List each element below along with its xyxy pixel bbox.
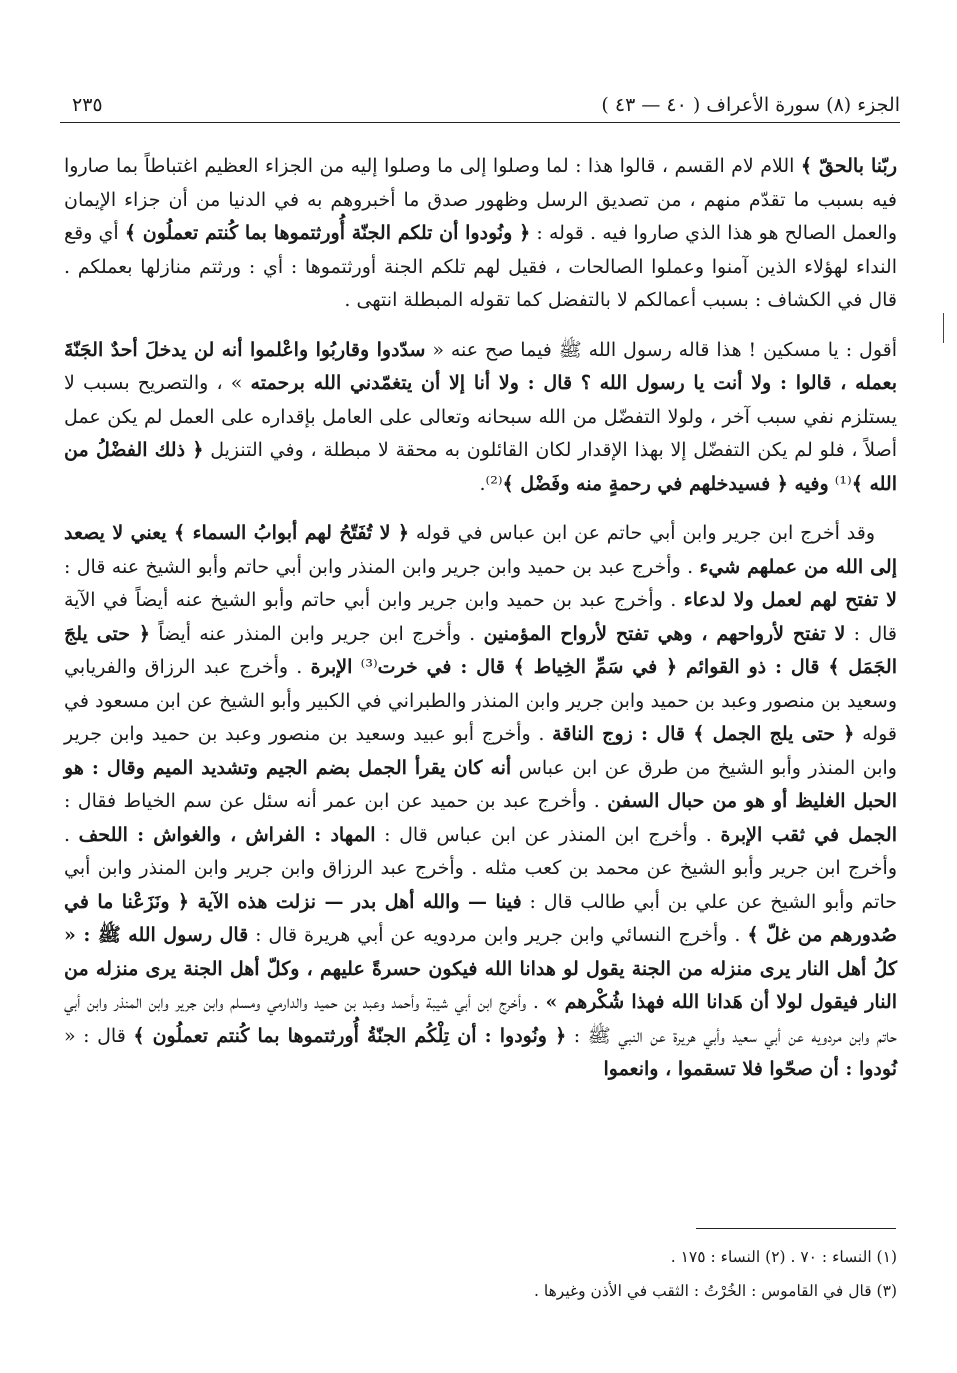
- emphasized-text: الجمل في ثقب الإبرة: [720, 823, 897, 846]
- footnote: (١) النساء : ٧٠ . (٢) النساء : ١٧٥ .: [670, 1248, 897, 1266]
- footnote-divider: [696, 1228, 896, 1229]
- text-run: . وأخرج أبو عبيد وسعيد بن منصور وعبد بن حميد وابن جرير وابن المنذر وأبو الشيخ من طرق عن ابن عباس: [64, 723, 897, 779]
- text-run: ⁽³⁾: [352, 656, 378, 678]
- emphasized-text: المهاد : الفراش ، والغواش : اللحف: [78, 823, 376, 846]
- text-run: . وأخرج ابن المنذر عن ابن عباس قال :: [375, 823, 721, 846]
- text-run: وقد أخرج ابن جرير وابن أبي حاتم عن ابن عباس في قوله: [409, 522, 876, 544]
- emphasized-text: ﴿ حتى يلج الجمل ﴾ قال : زوج الناقة: [552, 723, 855, 745]
- text-run: قال : «: [64, 1024, 134, 1047]
- text-run: ⁽²⁾.: [479, 472, 503, 495]
- page-number: ٢٣٥: [72, 94, 103, 116]
- text-run: ⁽¹⁾: [828, 472, 852, 495]
- emphasized-text: الإبرة: [310, 656, 353, 678]
- paragraph: [64, 517, 897, 1087]
- text-run: . وأخرج النسائي وابن جرير وابن مردويه عن أبي هريرة قال :: [248, 924, 748, 946]
- emphasized-text: لا تفتح لهم لعمل ولا لدعاء: [683, 589, 897, 611]
- header-divider: [60, 122, 900, 123]
- emphasized-text: قال رسول الله ﷺ : « كلُ أهل النار يرى منزله من الجنة يقول لو هدانا الله فيكون حسرةً عليهم ، وكلّ أهل الجنة يرى منزله من النار فيقول لولا أن هَدانا الله فهذا شُكْرهم »: [64, 924, 897, 1013]
- footnotes: [64, 1240, 897, 1308]
- text-run: . وأخرج عبد بن حميد وابن جرير وابن المنذر وابن أبي حاتم وأبو الشيخ عنه قال :: [64, 555, 700, 578]
- emphasized-text: ﴿ حتى يلجَ الجَمَل ﴾ قال : ذو القوائم ﴿ في سَمِّ الخِياط ﴾ قال : في خرت: [64, 622, 897, 678]
- text-run: أي وقع النداء لهؤلاء الذين آمنوا وعملوا الصالحات ، فقيل لهم تلكم الجنة أورثتموها : أي : ورثتم منازلها بعملكم . قال في الكشاف : بسبب أعمالكم لا بالتفضل كما تقوله المبطلة انتهى .: [64, 222, 897, 311]
- emphasized-text: سدّدوا وقاربُوا واعْلموا أنه لن يدخلَ أحدٌ الجَنّةَ بعمله ، قالوا : ولا أنت يا رسول الله ؟ قال : ولا أنا إلا أن يتغمّدني الله برحمته: [64, 338, 897, 394]
- paragraph: [64, 150, 897, 318]
- text-run: » ، والتصريح بسبب لا يستلزم نفي سبب آخر ، ولولا التفضّل من الله سبحانه وتعالى على العامل بإقداره على العمل لم يكن عمل أصلاً ، فلو لم يكن التفضّل إلا بهذا الإقدار لكان القائلون به محقة لا مبطلة ، وفي التنزيل: [64, 372, 897, 461]
- emphasized-text: وفيه ﴿ فسيدخلهم في رحمةٍ منه وفَضْل ﴾: [502, 472, 829, 495]
- text-run: اللام لام القسم ، قالوا هذا : لما وصلوا إلى ما وصلوا إليه من الجزاء العظيم اغتباطاً بما صاروا فيه بسبب ما تقدّم منهم ، من تصديق الرسل وظهور صدق ما أخبروهم به في الدنيا من أن جزاء الإيمان والعمل الصالح هو هذا الذي صاروا فيه . قوله :: [64, 155, 898, 244]
- emphasized-text: ﴿ ذلك الفضْلُ من الله ﴾: [64, 439, 897, 495]
- emphasized-text: ﴿ لا تُفَتّحُ لهم أبوابُ السماء ﴾ يعني لا يصعد إلى الله من عملهم شيء: [64, 522, 897, 578]
- running-title: الجزء (٨) سورة الأعراف ( ٤٠ — ٤٣ ): [601, 94, 900, 116]
- text-run: . وأخرج ابن جرير وأبو الشيخ عن محمد بن كعب مثله . وأخرج عبد الرزاق وابن جرير وابن المنذر وابن أبي حاتم وأبو الشيخ عن علي بن أبي طالب قال :: [64, 823, 897, 913]
- text-run: . وأخرج ابن أبي شيبة وأحمد وعبد بن حميد والدارمي ومسلم وابن جرير وابن المنذر وابن أبي حاتم وابن مردويه عن أبي سعيد وأبي هريرة عن النبي ﷺ :: [64, 991, 897, 1047]
- emphasized-text: ﴿ ونُودوا أن تلكم الجنّة أُورثتموها بما كُنتم تعملُون ﴾: [124, 222, 531, 244]
- text-run: . وأخرج عبد بن حميد عن ابن عمر أنه سئل عن سم الخياط فقال :: [64, 790, 608, 812]
- emphasized-text: فينا — والله أهل بدر — نزلت هذه الآية ﴿ ونَزَعْنا ما في صُدورهم من غلّ ﴾: [64, 890, 897, 946]
- emphasized-text: نُودوا : أن صحّوا فلا تسقموا ، وانعموا: [603, 1058, 897, 1080]
- emphasized-text: لا تفتح لأرواحهم ، وهي تفتح لأرواح المؤمنين: [483, 622, 846, 645]
- text-run: . وأخرج عبد الرزاق والفريابي وسعيد بن منصور وعبد بن حميد وابن جرير وابن المنذر والطبراني في الكبير وأبو الشيخ عن ابن مسعود في قوله: [64, 656, 897, 745]
- main-text: [64, 150, 897, 1087]
- emphasized-text: ﴿ ونُودوا : أن تِلْكُم الجنّةُ أُورثتموها بما كُنتم تعملُون ﴾: [133, 1024, 567, 1047]
- margin-mark: [943, 313, 944, 343]
- emphasized-text: ربّنا بالحقّ ﴾: [800, 155, 897, 177]
- text-run: . وأخرج ابن جرير وابن المنذر عنه أيضاً: [149, 622, 484, 645]
- text-run: أقول : يا مسكين ! هذا قاله رسول الله ﷺ فيما صح عنه «: [425, 338, 897, 361]
- footnote: (٣) قال في القاموس : الخُرْتُ : الثقب في الأذن وغيرها .: [534, 1282, 897, 1300]
- page-header: [60, 88, 900, 122]
- emphasized-text: أنه كان يقرأ الجمل بضم الجيم وتشديد الميم وقال : هو الحبل الغليظ أو هو من حبال السفن: [64, 756, 897, 812]
- paragraph: [64, 334, 897, 502]
- text-run: . وأخرج عبد بن حميد وابن جرير وابن أبي حاتم وأبو الشيخ عنه أيضاً في الآية قال :: [64, 589, 897, 645]
